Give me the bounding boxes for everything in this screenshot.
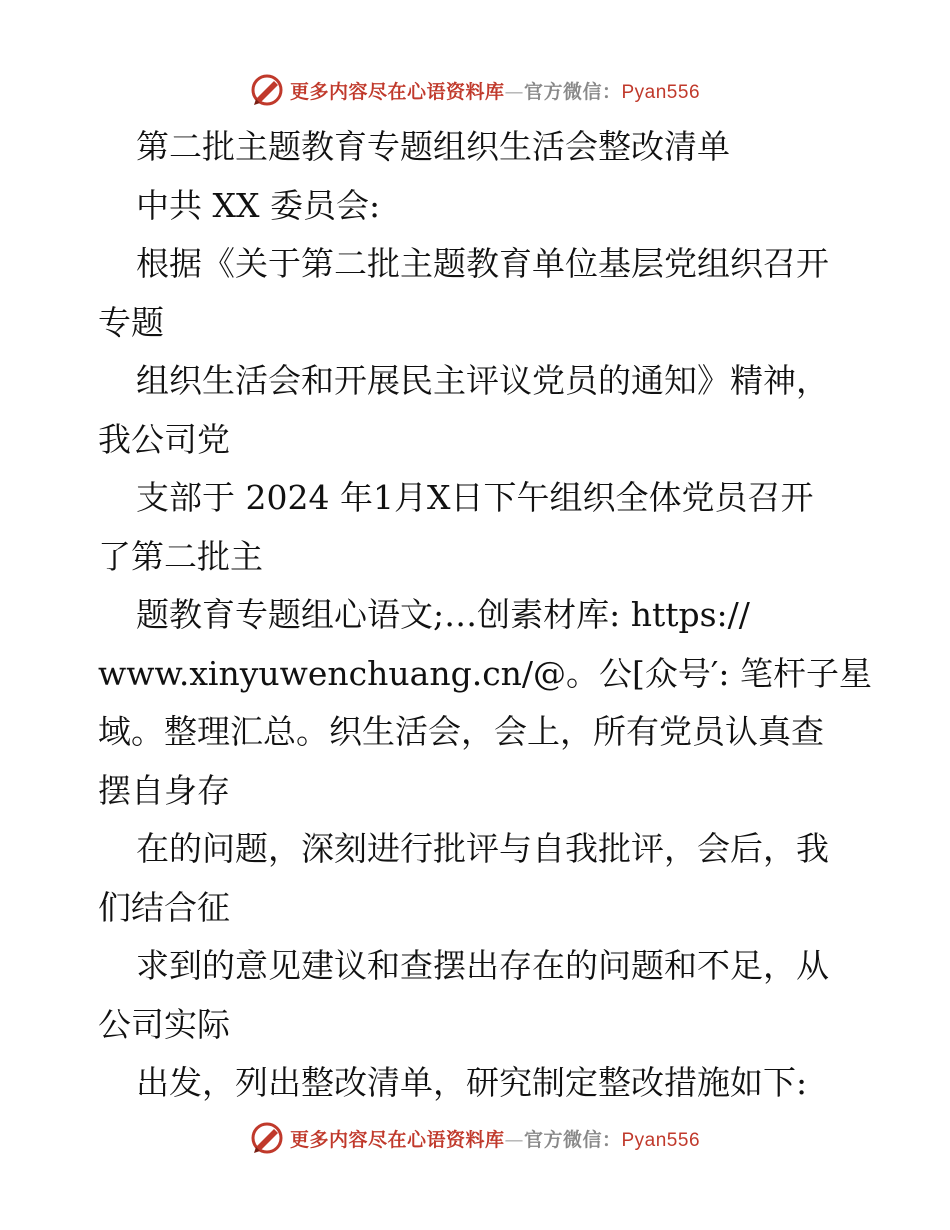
watermark-title: 更多内容尽在心语资料库 <box>289 80 505 103</box>
text-line: www.xinyuwenchuang.cn/@。公[众号′: 笔杆子星 <box>98 653 873 693</box>
text-line: 题教育专题组心语文;…创素材库: https:// <box>136 595 750 634</box>
text-line: 求到的意见建议和查摆出存在的问题和不足，从 <box>136 946 829 985</box>
text-line: 我公司党 <box>98 419 230 459</box>
text-line: 第二批主题教育专题组织生活会整改清单 <box>136 127 730 166</box>
text-line: 摆自身存 <box>98 770 230 810</box>
text-line: 中共 XX 委员会: <box>136 185 381 225</box>
text-line: 了第二批主 <box>98 536 263 576</box>
text-line: 支部于 2024 年1月X日下午组织全体党员召开 <box>136 478 814 517</box>
watermark-wechat-label: 官方微信： <box>523 80 622 103</box>
pen-logo-icon <box>250 73 284 107</box>
watermark-wechat-id: Pyan556 <box>621 1129 701 1151</box>
text-line: 域。整理汇总。织生活会，会上，所有党员认真查 <box>98 712 824 751</box>
document-body <box>98 118 873 1113</box>
text-line: 专题 <box>98 302 164 342</box>
text-line: 在的问题，深刻进行批评与自我批评，会后，我 <box>136 829 829 868</box>
pen-logo-icon <box>250 1121 284 1155</box>
watermark-wechat-label: 官方微信： <box>523 1128 622 1151</box>
watermark-dash: — <box>504 1128 524 1151</box>
text-line: 出发，列出整改清单，研究制定整改措施如下: <box>136 1063 808 1102</box>
watermark-dash: — <box>504 80 524 103</box>
text-line: 们结合征 <box>98 887 230 927</box>
watermark-wechat-id: Pyan556 <box>621 81 701 103</box>
text-line: 公司实际 <box>98 1004 230 1044</box>
watermark-banner-bottom <box>0 1118 950 1158</box>
text-line: 组织生活会和开展民主评议党员的通知》精神， <box>136 361 829 400</box>
watermark-title: 更多内容尽在心语资料库 <box>289 1128 505 1151</box>
text-line: 根据《关于第二批主题教育单位基层党组织召开 <box>136 244 829 283</box>
watermark-banner-top <box>0 70 950 110</box>
